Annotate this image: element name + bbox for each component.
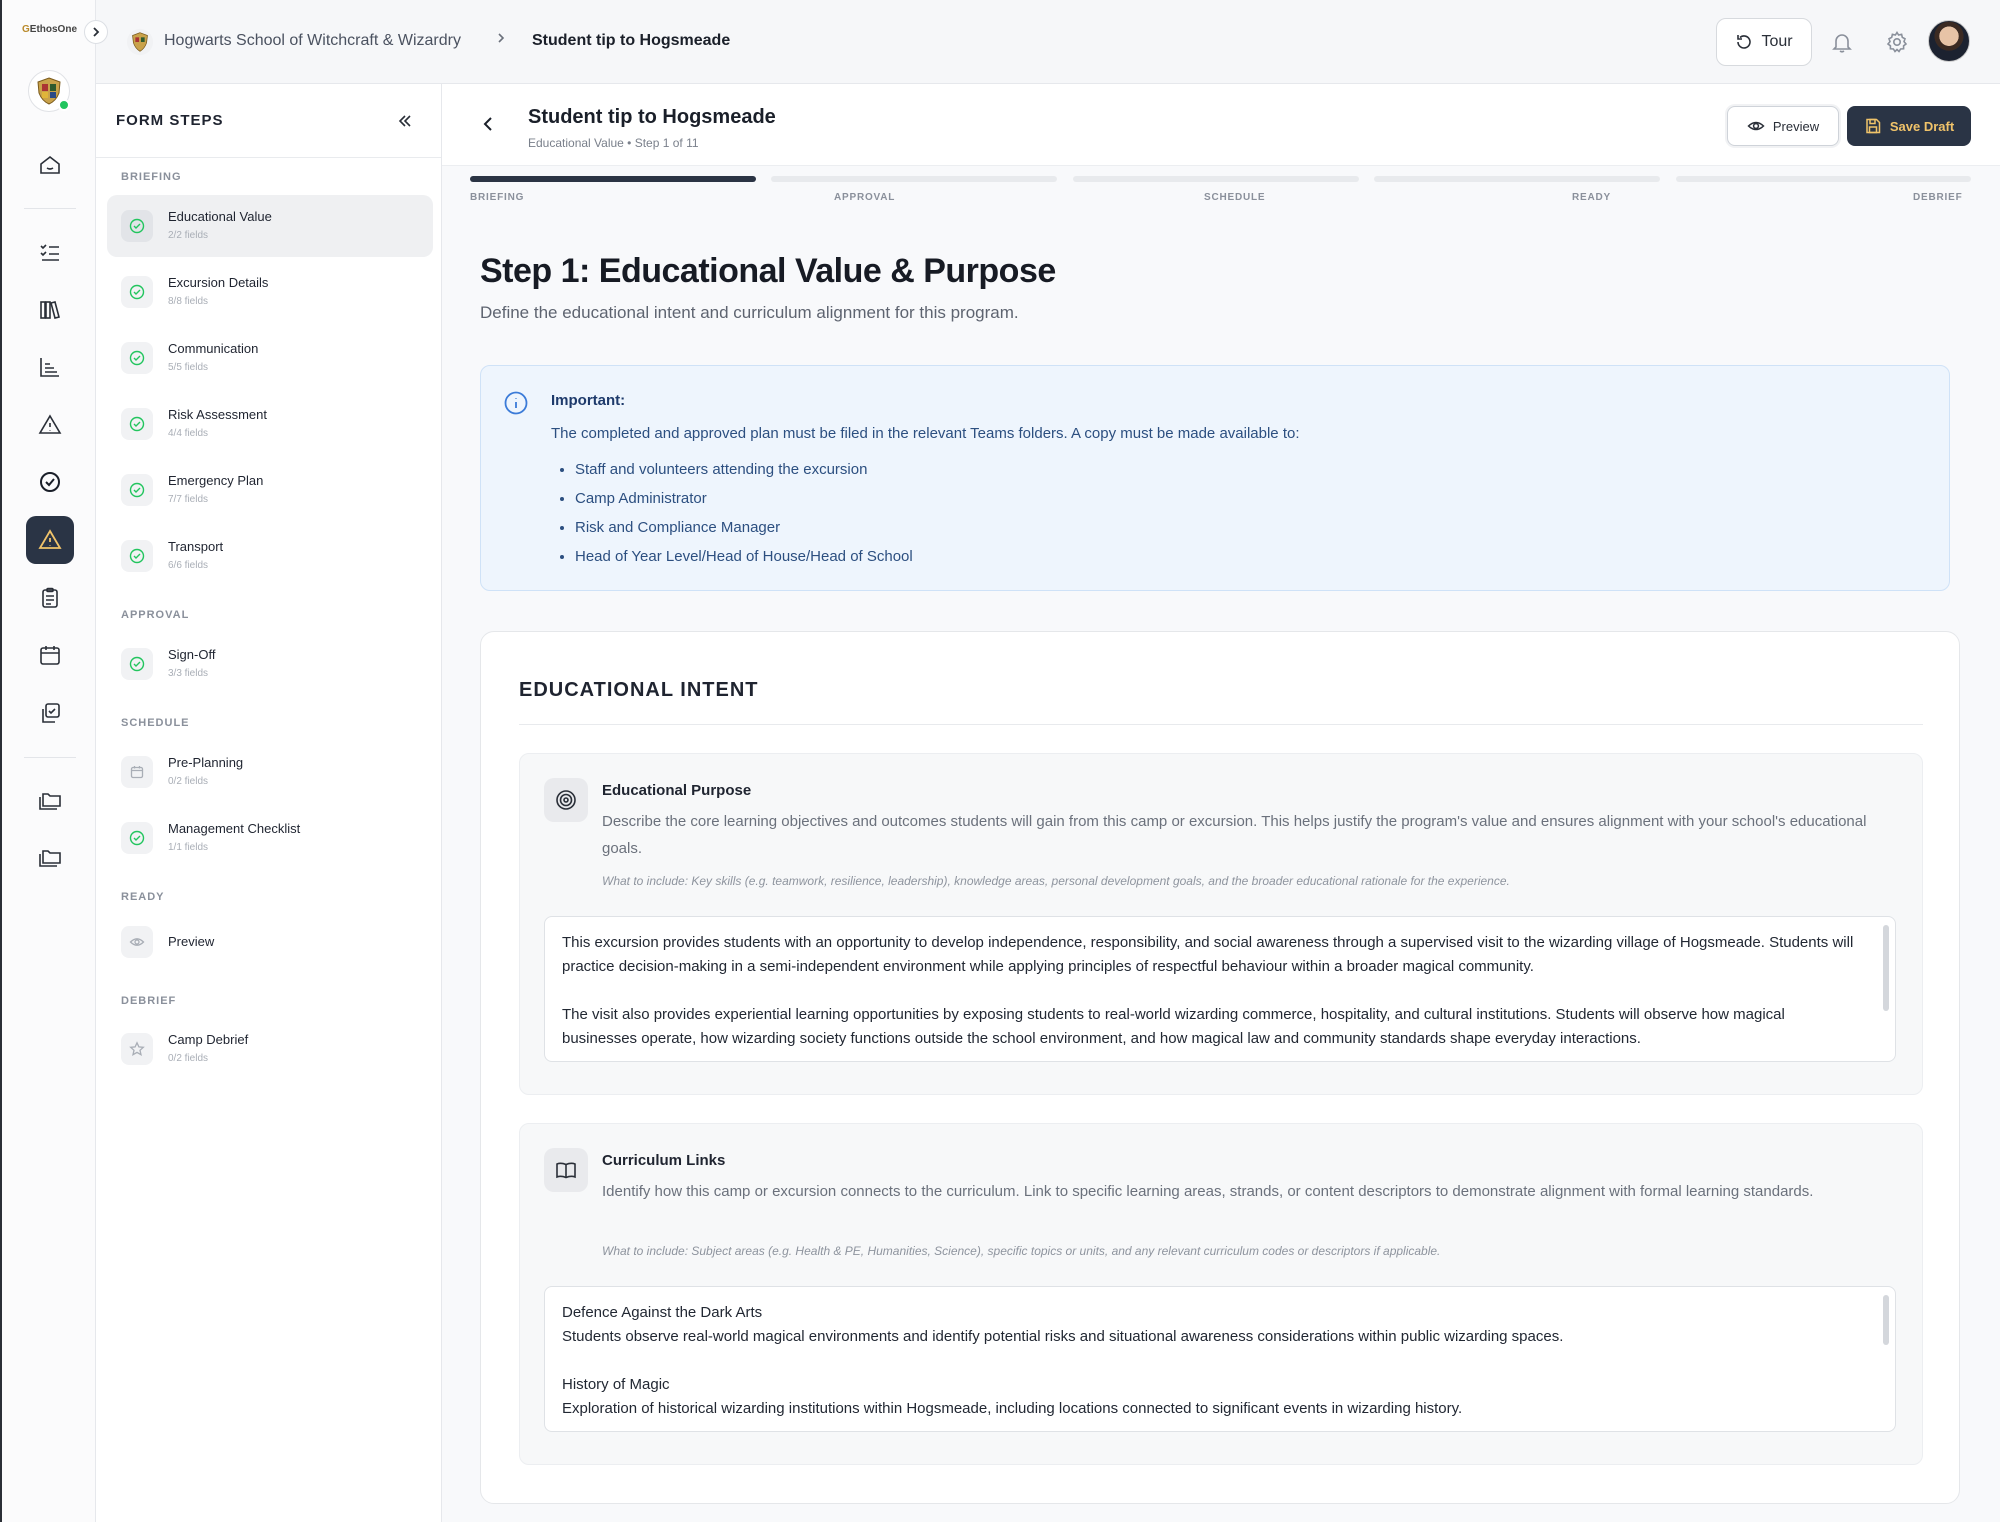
textarea-line: Exploration of historical wizarding institutions within Hogsmeade, including locations connected to significant events in wizarding history. [562,1400,1463,1417]
calendar-icon [38,643,62,667]
step-name: Excursion Details [168,275,269,290]
brand-mark: G [22,24,30,35]
curriculum-links-field [519,1123,1923,1465]
rail-archive[interactable] [26,833,74,881]
step-status-pending [121,926,153,958]
step-description: Define the educational intent and curriculum alignment for this program. [480,303,1019,322]
chevron-right-icon [90,26,102,38]
warning-icon [38,528,62,552]
icon-rail [0,0,96,1522]
rail-clipboard[interactable] [26,574,74,622]
step-field-count: 0/2 fields [168,1053,209,1064]
gear-icon [1885,30,1909,54]
step-status-complete [121,474,153,506]
online-status-dot [58,99,70,111]
step-field-count: 0/2 fields [168,776,209,787]
textarea-line: History of Magic [562,1376,670,1393]
list-item: • Staff and volunteers attending the excursion [575,459,913,488]
step-pre-planning[interactable] [107,741,433,803]
step-field-count: 5/5 fields [168,362,209,373]
group-label-ready: READY [121,891,165,903]
bell-icon [1831,31,1853,53]
check-circle-icon [129,482,145,498]
step-field-count: 3/3 fields [168,668,209,679]
textarea-line: Defence Against the Dark Arts [562,1304,763,1321]
step-status-complete [121,648,153,680]
tour-button[interactable] [1716,18,1812,66]
textarea-line: Students observe real-world magical environments and identify potential risks and situational awareness considerations within public wizarding spaces. [562,1328,1564,1345]
rail-library[interactable] [26,286,74,334]
back-arrow-icon[interactable] [476,112,500,136]
restart-icon [1735,33,1753,51]
field-hint: What to include: Key skills (e.g. teamwork, resilience, leadership), knowledge areas, personal development goals, and the broader educational rationale for the experience. [602,874,1510,888]
progress-segment-briefing [470,176,756,182]
brand-name: EthosOne [29,24,78,35]
breadcrumb-current-page: Student tip to Hogsmeade [532,32,731,49]
progress-label-briefing: BRIEFING [470,192,525,203]
rail-divider [24,208,76,209]
step-name: Communication [168,341,259,356]
step-name: Preview [168,934,215,949]
save-draft-button[interactable] [1847,106,1971,146]
clipboard-icon [38,586,62,610]
brand-logo [22,24,77,35]
field-help-text: Identify how this camp or excursion connects to the curriculum. Link to specific learning areas, strands, or content descriptors to demonstrate alignment with formal learning standards. [602,1183,1814,1200]
check-circle-icon [129,416,145,432]
group-label-briefing: BRIEFING [121,171,182,183]
check-circle-icon [129,284,145,300]
rail-approvals[interactable] [26,458,74,506]
step-status-complete [121,540,153,572]
textarea-paragraph: This excursion provides students with an opportunity to develop independence, responsibility, and social awareness through a supervised visit to the wizarding village of Hogsmeade. Students will practice decision-making in a semi-independent environment while applying principles of respectful behaviour within a broader magical community. [562,934,1854,975]
main-content [442,84,2000,1522]
field-label: Educational Purpose [602,782,752,799]
warning-icon [38,413,62,437]
form-title: Student tip to Hogsmeade [528,106,776,128]
rail-incidents[interactable] [26,401,74,449]
rail-reports[interactable] [26,343,74,391]
chevron-right-icon [494,31,508,45]
step-educational-value[interactable] [107,195,433,257]
form-header [442,84,2000,166]
check-circle-icon [129,830,145,846]
form-steps-panel [96,84,442,1522]
list-item: • Risk and Compliance Manager [575,517,913,546]
step-status-complete [121,210,153,242]
step-emergency-plan[interactable] [107,459,433,521]
step-name: Pre-Planning [168,755,244,770]
step-name: Educational Value [168,209,272,224]
curriculum-links-textarea[interactable] [544,1286,1896,1432]
step-field-count: 7/7 fields [168,494,209,505]
notifications-button[interactable] [1826,26,1858,58]
section-title: EDUCATIONAL INTENT [519,679,759,701]
rail-divider [24,757,76,758]
step-name: Emergency Plan [168,473,264,488]
textarea-scrollbar[interactable] [1883,925,1889,1011]
rail-home[interactable] [26,141,74,189]
step-communication[interactable] [107,327,433,389]
star-icon [129,1041,145,1057]
tour-label: Tour [1761,33,1793,50]
library-icon [38,298,62,322]
step-progress-bar [470,176,1971,206]
expand-sidebar-button[interactable] [84,20,108,44]
step-risk-assessment[interactable] [107,393,433,455]
step-management-checklist[interactable] [107,807,433,869]
step-field-count: 4/4 fields [168,428,209,439]
progress-segment-ready [1374,176,1660,182]
educational-intent-card [480,631,1960,1504]
folders-icon [37,788,63,812]
calendar-icon [129,764,145,780]
educational-purpose-field [519,753,1923,1095]
check-circle-icon [129,350,145,366]
progress-label-debrief: DEBRIEF [1913,192,1963,203]
step-excursion-details[interactable] [107,261,433,323]
check-circle-icon [129,218,145,234]
rail-calendar[interactable] [26,631,74,679]
form-subtitle: Educational Value • Step 1 of 11 [528,136,699,150]
home-icon [38,153,62,177]
progress-label-schedule: SCHEDULE [1204,192,1266,203]
important-notice [480,365,1950,591]
save-icon [1864,117,1882,135]
group-label-debrief: DEBRIEF [121,995,177,1007]
step-name: Camp Debrief [168,1032,249,1047]
target-icon [555,789,577,811]
collapse-panel-icon[interactable] [394,110,416,132]
copy-check-icon [38,701,62,725]
info-icon [503,390,529,416]
section-divider [519,724,1923,725]
progress-segment-approval [771,176,1057,182]
check-circle-icon [129,656,145,672]
step-name: Transport [168,539,224,554]
form-steps-title: FORM STEPS [116,112,224,129]
step-field-count: 8/8 fields [168,296,209,307]
checklist-icon [38,240,62,264]
educational-purpose-textarea[interactable] [544,916,1896,1062]
eye-icon [1747,117,1765,135]
form-steps-header [96,84,441,158]
step-status-complete [121,276,153,308]
step-field-count: 2/2 fields [168,230,209,241]
progress-label-ready: READY [1572,192,1612,203]
field-label: Curriculum Links [602,1152,726,1169]
step-status-pending [121,756,153,788]
important-title: Important: [551,392,626,409]
step-status-complete [121,408,153,440]
preview-button[interactable] [1727,106,1839,146]
settings-button[interactable] [1881,26,1913,58]
step-name: Sign-Off [168,647,216,662]
list-item: • Camp Administrator [575,488,913,517]
folders-icon [37,845,63,869]
progress-segment-debrief [1676,176,1971,182]
rail-folders[interactable] [26,776,74,824]
rail-tasks[interactable] [26,689,74,737]
rail-checklist[interactable] [26,228,74,276]
group-label-schedule: SCHEDULE [121,717,190,729]
step-name: Risk Assessment [168,407,267,422]
breadcrumb-school[interactable]: Hogwarts School of Witchcraft & Wizardry [164,32,461,49]
crest-icon [126,28,154,56]
textarea-scrollbar[interactable] [1883,1295,1889,1345]
important-text: The completed and approved plan must be filed in the relevant Teams folders. A copy must be made available to: [551,425,1300,442]
book-icon-badge [544,1148,588,1192]
check-circle-icon [129,548,145,564]
school-crest-avatar[interactable] [28,70,70,112]
preview-label: Preview [1772,118,1820,134]
field-hint: What to include: Subject areas (e.g. Health & PE, Humanities, Science), specific topics or units, and any relevant curriculum codes or descriptors if applicable. [602,1244,1441,1258]
step-preview[interactable] [107,911,433,973]
progress-segment-schedule [1073,176,1359,182]
step-name: Management Checklist [168,821,301,836]
book-open-icon [555,1159,577,1181]
group-label-approval: APPROVAL [121,609,190,621]
step-sign-off[interactable] [107,633,433,695]
top-bar [96,0,2000,84]
check-circle-icon [38,470,62,494]
important-recipients-list [575,459,913,575]
chart-icon [38,355,62,379]
target-icon-badge [544,778,588,822]
textarea-paragraph: The visit also provides experiential learning opportunities by exposing students to real-world wizarding commerce, hospitality, and cultural institutions. Students will observe how magical businesses operate, how wizarding society functions outside the school environment, and how magical law and community standards shape everyday interactions. [562,1006,1785,1047]
list-item: • Head of Year Level/Head of House/Head of School [575,546,913,575]
rail-risk-active[interactable] [26,516,74,564]
field-help-text: Describe the core learning objectives and outcomes students will gain from this camp or excursion. This helps justify the program's value and ensures alignment with your school's educational goals. [602,813,1867,857]
step-status-complete [121,342,153,374]
step-field-count: 6/6 fields [168,560,209,571]
step-field-count: 1/1 fields [168,842,209,853]
step-status-complete [121,822,153,854]
eye-icon [129,934,145,950]
save-draft-label: Save Draft [1889,118,1955,134]
step-heading: Step 1: Educational Value & Purpose [480,252,1056,290]
user-avatar[interactable] [1928,20,1970,62]
step-camp-debrief[interactable] [107,1018,433,1080]
step-status-pending [121,1033,153,1065]
step-transport[interactable] [107,525,433,587]
progress-label-approval: APPROVAL [834,192,896,203]
